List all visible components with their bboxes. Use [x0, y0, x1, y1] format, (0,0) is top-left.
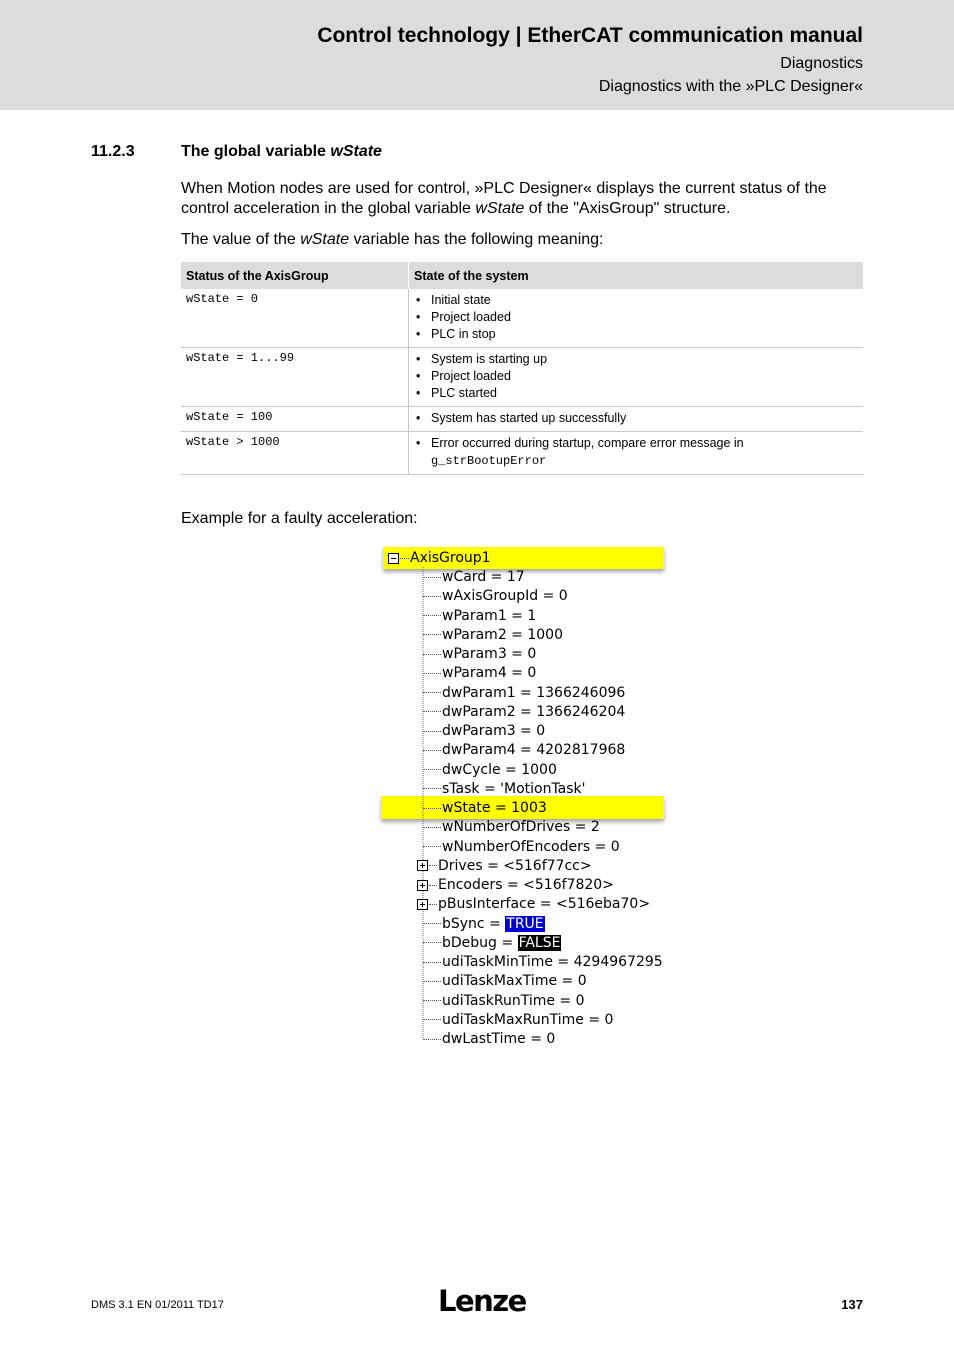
tree-connector [423, 1000, 441, 1001]
tree-node-label: dwLastTime = 0 [442, 1031, 556, 1047]
collapse-icon[interactable] [388, 553, 399, 564]
tree-node-label: dwParam4 = 4202817968 [442, 742, 626, 759]
page-number: 137 [841, 1297, 863, 1312]
list-item [431, 435, 858, 470]
section-title-var: wState [330, 143, 382, 160]
tree-node[interactable] [423, 934, 561, 953]
tree-node-label: Drives = <516f77cc> [438, 857, 592, 874]
table-header-system: State of the system [409, 262, 864, 289]
tree-node-label: Encoders = <516f7820> [438, 877, 614, 893]
tree-node[interactable] [423, 722, 545, 741]
tree-root-label: AxisGroup1 [410, 550, 491, 566]
lenze-logo: Lenze [438, 1284, 526, 1318]
table-cell-system [409, 407, 864, 432]
tree-node[interactable] [423, 838, 620, 857]
tree-connector [423, 692, 441, 693]
tree-node[interactable] [417, 876, 614, 895]
tree-connector [423, 731, 441, 732]
tree-node-label: udiTaskMinTime = 4294967295 [442, 954, 663, 970]
tree-node-label: wParam1 = 1 [442, 607, 537, 624]
tree-connector [423, 981, 441, 982]
tree-node-label: dwParam3 = 0 [442, 723, 546, 739]
tree-node-value[interactable]: FALSE [518, 934, 561, 951]
tree-node-label: wParam2 = 1000 [442, 626, 563, 643]
table-cell-system [409, 348, 864, 407]
tree-connector [423, 962, 441, 963]
tree-node-label: wParam3 = 0 [442, 646, 537, 662]
table-row [181, 407, 863, 432]
expand-icon[interactable] [417, 880, 428, 891]
tree-connector [423, 808, 441, 809]
para2-part2: variable has the following meaning: [349, 231, 604, 248]
tree-node-label: bSync = [442, 915, 506, 932]
table-cell-system [409, 289, 864, 348]
tree-connector [423, 846, 441, 847]
tree-node[interactable] [423, 568, 525, 587]
list-item: • Project loaded [431, 309, 858, 326]
tree-connector [429, 865, 437, 866]
tree-node-label: dwCycle = 1000 [442, 761, 557, 778]
list-item: • System has started up successfully [431, 410, 858, 427]
intro-paragraph [181, 179, 871, 219]
tree-connector [423, 788, 441, 789]
table-cell-status: wState = 100 [181, 407, 409, 432]
tree-node[interactable] [423, 915, 545, 934]
tree-node[interactable] [417, 857, 592, 876]
tree-connector [423, 827, 441, 828]
tree-connector [423, 577, 441, 578]
manual-title: Control technology | EtherCAT communication manual [317, 24, 863, 47]
list-item-text: Error occurred during startup, compare error message in [431, 436, 744, 450]
tree-node-value[interactable]: TRUE [506, 915, 544, 932]
tree-node[interactable] [423, 645, 536, 664]
tree-node[interactable] [423, 799, 547, 818]
tree-node[interactable] [423, 741, 625, 760]
table-header-row [181, 262, 863, 289]
section-number: 11.2.3 [91, 143, 135, 160]
tree-connector [423, 673, 441, 674]
tree-connector [429, 885, 437, 886]
list-item: • PLC started [431, 385, 858, 402]
tree-node-label: wNumberOfDrives = 2 [442, 819, 600, 836]
table-cell-system [409, 432, 864, 475]
example-paragraph: Example for a faulty acceleration: [181, 510, 418, 527]
tree-connector [400, 558, 409, 559]
tree-connector [423, 615, 441, 616]
tree-node-label: udiTaskMaxRunTime = 0 [442, 1011, 614, 1028]
tree-node-label: udiTaskRunTime = 0 [442, 992, 585, 1009]
wstate-table [181, 262, 863, 475]
para1-part1: When Motion nodes are used for control, »PLC Designer« displays the current status of the control acceleration in the global variable [181, 180, 827, 217]
tree-node[interactable] [423, 1030, 555, 1049]
tree-connector [429, 904, 437, 905]
tree-connector [423, 654, 441, 655]
list-item: • PLC in stop [431, 326, 858, 343]
tree-connector [423, 750, 441, 751]
error-variable-code: g_strBootupError [431, 454, 547, 468]
tree-node-label: pBusInterface = <516eba70> [438, 896, 651, 913]
tree-node-label: wParam4 = 0 [442, 665, 537, 682]
table-row [181, 432, 863, 475]
tree-node[interactable] [423, 607, 536, 626]
table-row [181, 289, 863, 348]
tree-node[interactable] [423, 1011, 613, 1030]
section-title [181, 143, 382, 161]
tree-node[interactable] [423, 626, 563, 645]
tree-node-label: bDebug = [442, 934, 518, 951]
table-header-status: Status of the AxisGroup [181, 262, 409, 289]
tree-node-label: wCard = 17 [442, 569, 525, 585]
tree-node-label: wState = 1003 [442, 800, 547, 816]
tree-connector [423, 711, 441, 712]
tree-connector [423, 923, 441, 924]
footer-doc-id: DMS 3.1 EN 01/2011 TD17 [91, 1299, 224, 1311]
tree-node[interactable] [423, 761, 557, 780]
tree-node-label: dwParam1 = 1366246096 [442, 684, 626, 701]
list-item: • Initial state [431, 292, 858, 309]
tree-node-label: udiTaskMaxTime = 0 [442, 973, 587, 990]
tree-connector [423, 1019, 441, 1020]
tree-node[interactable] [423, 703, 625, 722]
tree-node-label: sTask = 'MotionTask' [442, 780, 586, 797]
para2-var: wState [300, 231, 350, 248]
para1-var: wState [475, 200, 525, 217]
tree-node[interactable] [423, 684, 625, 703]
tree-node[interactable] [417, 895, 650, 914]
section-title-prefix: The global variable [181, 143, 331, 160]
table-cell-status: wState = 0 [181, 289, 409, 348]
tree-connector [423, 596, 441, 597]
tree-node-label: dwParam2 = 1366246204 [442, 703, 626, 720]
tree-node[interactable] [423, 953, 663, 972]
tree-connector [423, 942, 441, 943]
tree-node[interactable] [423, 780, 586, 799]
meaning-paragraph [181, 230, 871, 250]
para1-part2: of the "AxisGroup" structure. [524, 200, 731, 217]
tree-node[interactable] [423, 972, 587, 991]
table-cell-status: wState > 1000 [181, 432, 409, 475]
table-cell-status: wState = 1...99 [181, 348, 409, 407]
para2-part1: The value of the [181, 231, 301, 248]
tree-node[interactable] [423, 818, 600, 837]
tree-root[interactable] [388, 549, 491, 568]
tree-node-label: wAxisGroupId = 0 [442, 588, 568, 605]
tree-connector [423, 769, 441, 770]
chapter-name: Diagnostics [780, 55, 863, 72]
tree-node-label: wNumberOfEncoders = 0 [442, 838, 620, 855]
list-item: • System is starting up [431, 351, 858, 368]
expand-icon[interactable] [417, 899, 428, 910]
tree-connector [423, 634, 441, 635]
section-name: Diagnostics with the »PLC Designer« [598, 78, 863, 95]
tree-node[interactable] [423, 664, 536, 683]
tree-node[interactable] [423, 587, 568, 606]
axisgroup-tree-view [381, 547, 665, 1047]
expand-icon[interactable] [417, 860, 428, 871]
page-header [0, 0, 954, 110]
table-row [181, 348, 863, 407]
tree-connector [423, 1039, 441, 1040]
list-item: • Project loaded [431, 368, 858, 385]
tree-node[interactable] [423, 992, 585, 1011]
